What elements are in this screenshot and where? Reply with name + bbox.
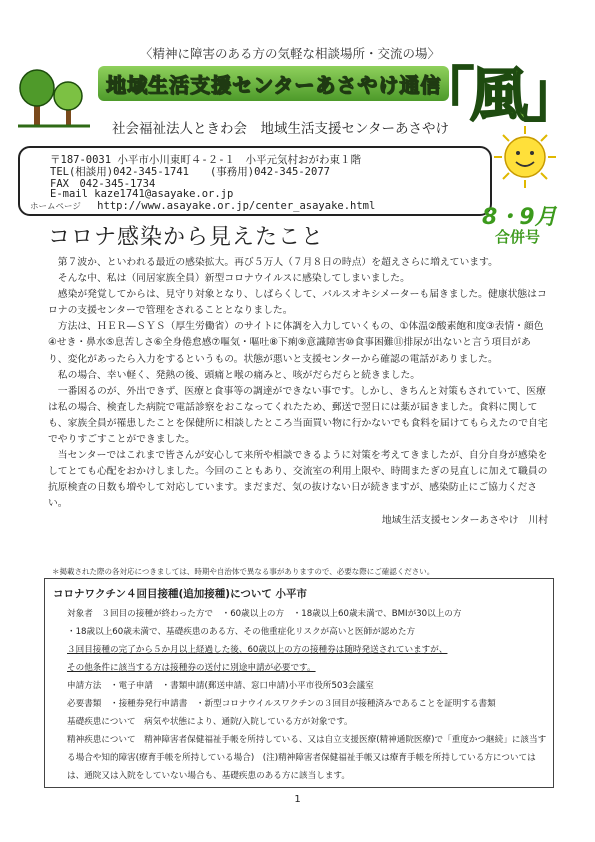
vaccine-info-box [44,578,554,788]
article-headline: コロナ感染から見えたこと [48,225,325,250]
issue-number: 8・9月 [482,205,557,230]
fax-number: FAX 042-345-1734 [50,178,156,190]
tagline: 〈精神に障害のある方の気軽な相談場所・交流の場〉 [139,46,440,61]
email-address: E-mail kaze1741@asayake.or.jp [50,188,234,200]
footnote: ＊掲載された際の各対応につきましては、時期や自治体で異なる事がありますので、必要な際にご確認ください。 [52,567,435,576]
homepage-label: ホームページ [30,202,81,212]
newsletter-title: 地域生活支援センターあさやけ通信 [98,66,449,101]
sun-icon [492,124,558,190]
vaccine-row: 申請方法 ・電子申請 ・書類申請(郵送申請、窓口申請)小平市役所503会議室 [67,681,374,691]
phone-numbers: TEL(相談用)042-345-1741 (事務用)042-345-2077 [50,166,330,178]
organization-name: 社会福祉法人ときわ会 地域生活支援センターあさやけ [112,121,449,137]
vaccine-row: その他条件に該当する方は接種券の送付に別途申請が必要です。 [67,663,316,673]
homepage-row [30,200,375,212]
homepage-link[interactable]: http://www.asayake.or.jp/center_asayake.html [97,200,376,212]
article-paragraph: 当センターではこれまで皆さんが安心して来所や相談できるように対策を考えてきましたが、自分自身が感染をしてとても心配をおかけしました。今回のこともあり、交流室の利用上限や、時間またぎの見直しに加えて職員の抗原検査の日数も増やして対応しています。まだまだ、気の抜けない日が続きますが、感染防止にご協力ください。 [48,450,548,510]
vaccine-row: は、通院又は入院をしていない場合も、基礎疾患のある方に該当します。 [67,771,350,781]
vaccine-row: 必要書類 ・接種券発行申請書 ・新型コロナウイルスワクチンの３回目が接種済みであることを証明する書類 [67,699,496,709]
article-paragraph: 私の場合、幸い軽く、発熱の後、頭痛と喉の痛みと、咳がだらだらと続きました。 [57,369,421,381]
vaccine-row: 対象者 ３回目の接種が終わった方で ・60歳以上の方 ・18歳以上60歳未満で、BMIが30以上の方 [67,609,462,619]
article-paragraph: 第７波か、といわれる最近の感染拡大。再び５万人（７月８日の時点）を超えさらに増えています。 [57,257,498,268]
vaccine-title: コロナワクチン４回目接種(追加接種)について 小平市 [53,588,308,600]
postal-address: 〒187-0031 小平市小川東町４-２-１ 小平元気村おがわ東１階 [50,154,362,166]
combined-issue-label: 合併号 [495,228,541,246]
vaccine-row: ３回目接種の完了から５か月以上経過した後、60歳以上の方の接種券は随時発送されていますが、 [67,645,448,655]
article-paragraph: 方法は、ＨＥＲ—ＳＹＳ（厚生労働省）のサイトに体調を入力していくもの、①体温②酸素飽和度③表情・顔色④せき・鼻水⑤息苦しさ⑥全身倦怠感⑦嘔気・嘔吐⑧下痢⑨意識障害⑩食事困難⑪排尿が出ないと言う項目があり、変化があったら入力をするというもの。状態が悪いと支援センターから確認の電話がありました。 [48,321,544,365]
article-paragraph: 一番困るのが、外出できず、医療と食事等の調達ができない事です。しかし、きちんと対策もされていて、医療は私の場合、検査した病院で電話診察をおこなってくれたため、郵送で翌日には薬が届きました。食料に関しても、家族全員が罹患したことを保健所に相談したところ当面買い物に行かないでも食料を届けてもらえたので自宅でやりすごすことができました。 [48,385,548,446]
vaccine-row: 基礎疾患について 病気や状態により、通院/入院している方が対象です。 [67,717,353,727]
article-paragraph: そんな中、私は（同居家族全員）新型コロナウイルスに感染してしまいました。 [57,273,410,285]
vaccine-row: る場合や知的障害(療育手帳を所持している場合) (注)精神障害者保健福祉手帳又は療育手帳を所持している方については [67,753,536,763]
vaccine-row: ・18歳以上60歳未満で、基礎疾患のある方、その他重症化リスクが高いと医師が認めた方 [67,627,416,637]
article-signature: 地域生活支援センターあさやけ 川村 [381,514,548,526]
article-body [48,255,548,529]
page-number: 1 [294,794,301,805]
kaze-logo: 「風」 [416,61,579,129]
trees-illustration [18,62,90,130]
article-paragraph: 感染が発覚してからは、見守り対象となり、しばらくして、パルスオキシメーターも届きました。健康状態はコロナの支援センターで管理をされることとなりました。 [48,289,547,317]
vaccine-row: 精神疾患について 精神障害者保健福祉手帳を所持している、又は自立支援医療(精神通院医療)で「重度かつ継続」に該当す [67,735,547,745]
contact-box [18,146,492,216]
